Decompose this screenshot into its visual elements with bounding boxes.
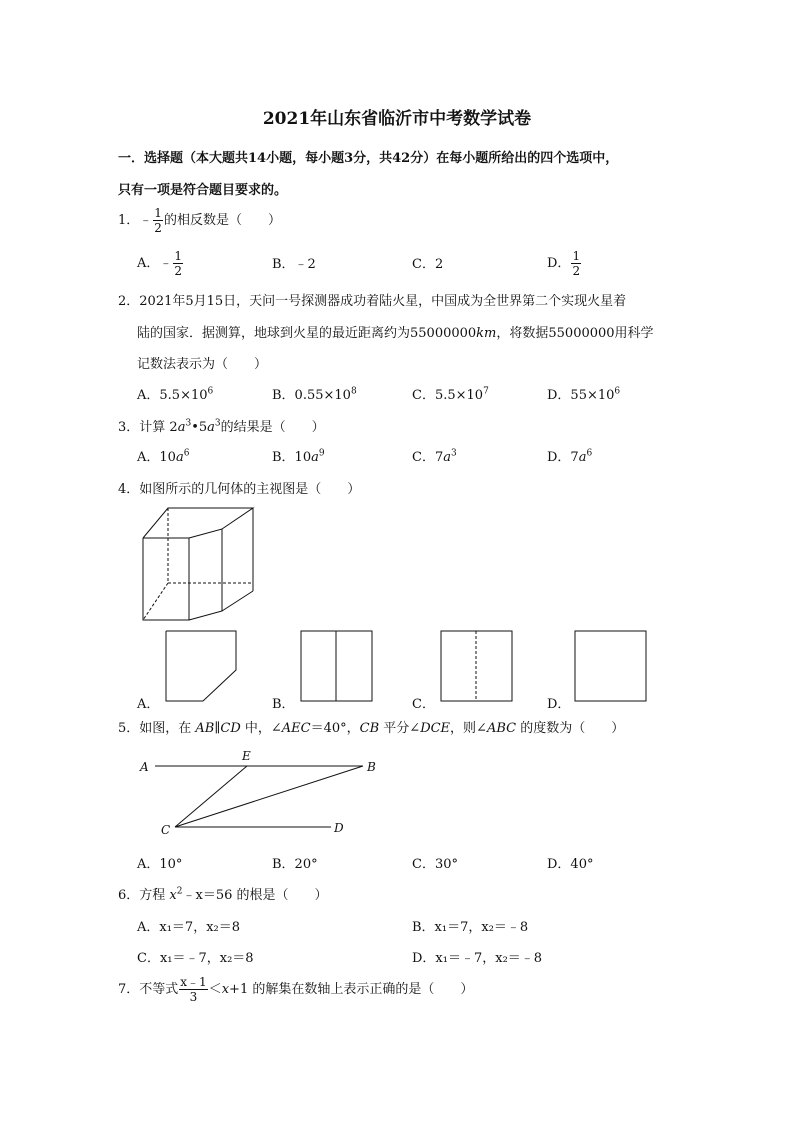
- question-text: 的相反数是（ ）: [163, 213, 281, 228]
- q4-option-d-figure[interactable]: [574, 630, 648, 702]
- q5-option-d[interactable]: D．40°: [547, 857, 594, 872]
- label-D: D: [334, 821, 344, 835]
- q5-option-b[interactable]: B．20°: [272, 857, 318, 872]
- solid-figure: [138, 503, 258, 625]
- q4-option-c-figure[interactable]: [440, 630, 514, 702]
- q3-option-b[interactable]: B．$10a^9$: [272, 448, 325, 465]
- fraction: $\frac{1}{2}$: [154, 206, 162, 235]
- question-2-line2: 陆的国家．据测算，地球到火星的最近距离约为55000000km，将数据55000000用科学: [137, 326, 654, 341]
- question-2-line1: 2．2021年5月15日，天问一号探测器成功着陆火星，中国成为全世界第二个实现火星着: [118, 294, 627, 309]
- q1-option-b[interactable]: B．﹣2: [272, 257, 316, 272]
- question-1-stem: [118, 207, 281, 234]
- q4-option-a-label[interactable]: A．: [137, 697, 160, 712]
- section-heading-cont: 只有一项是符合题目要求的。: [118, 183, 288, 198]
- q6-option-d[interactable]: D．x₁＝﹣7，x₂＝﹣8: [412, 951, 543, 966]
- fraction: $\frac{x﹣1}{3}$: [180, 975, 207, 1004]
- q4-option-b-figure[interactable]: [300, 630, 374, 702]
- q2-option-d[interactable]: D．$55\times 10^6$: [547, 386, 621, 403]
- question-3-stem: 3．计算 $2a^3•5a^3$的结果是（ ）: [118, 418, 325, 435]
- q2-option-b[interactable]: B．$0.55\times 10^8$: [272, 386, 357, 403]
- minus-sign: ﹣: [139, 213, 153, 228]
- q5-option-c[interactable]: C．30°: [412, 857, 458, 872]
- q6-option-c[interactable]: C．x₁＝﹣7，x₂＝8: [137, 951, 254, 966]
- q3-option-c[interactable]: C．$7a^3$: [412, 448, 457, 465]
- q2-option-c[interactable]: C．$5.5\times 10^7$: [412, 386, 489, 403]
- q3-option-d[interactable]: D．$7a^6$: [547, 448, 593, 465]
- q4-option-c-label[interactable]: C．: [412, 697, 435, 712]
- q1-option-a[interactable]: A．﹣ $\frac{1}{2}$: [137, 249, 183, 278]
- question-2-line3: 记数法表示为（ ）: [137, 357, 268, 372]
- question-6-stem: 6．方程 $x^2﹣x=56$ 的根是（ ）: [118, 886, 328, 903]
- label-E: E: [242, 749, 251, 763]
- label-C: C: [161, 823, 171, 837]
- question-5-stem: 5．如图，在 AB∥CD 中，∠AEC＝40°，CB 平分∠DCE，则∠ABC 的度数为（ ）: [118, 721, 625, 736]
- question-7-stem: 7．不等式 $\frac{x﹣1}{3}$ ＜x+1 的解集在数轴上表示正确的是（ ）: [118, 975, 474, 1004]
- question-4-stem: 4．如图所示的几何体的主视图是（ ）: [118, 482, 361, 497]
- q4-option-d-label[interactable]: D．: [547, 697, 571, 712]
- q1-option-d[interactable]: D． $\frac{1}{2}$: [547, 249, 581, 278]
- label-A: A: [140, 760, 149, 774]
- page-title: 2021年山东省临沂市中考数学试卷: [262, 109, 532, 129]
- q6-option-a[interactable]: A．x₁＝7，x₂＝8: [137, 920, 241, 935]
- section-heading: 一．选择题（本大题共14小题，每小题3分，共42分）在每小题所给出的四个选项中，: [118, 151, 619, 166]
- q3-option-a[interactable]: A．$10a^6$: [137, 448, 190, 465]
- q6-option-b[interactable]: B．x₁＝7，x₂＝﹣8: [412, 920, 529, 935]
- question-number: 1．: [118, 213, 140, 228]
- q4-option-a-figure[interactable]: [165, 630, 239, 702]
- label-B: B: [367, 760, 376, 774]
- q5-option-a[interactable]: A．10°: [137, 857, 183, 872]
- parallel-lines-figure: [135, 745, 385, 840]
- q4-option-b-label[interactable]: B．: [272, 697, 295, 712]
- q1-option-c[interactable]: C．2: [412, 257, 444, 272]
- q2-option-a[interactable]: A．$5.5\times 10^6$: [137, 386, 214, 403]
